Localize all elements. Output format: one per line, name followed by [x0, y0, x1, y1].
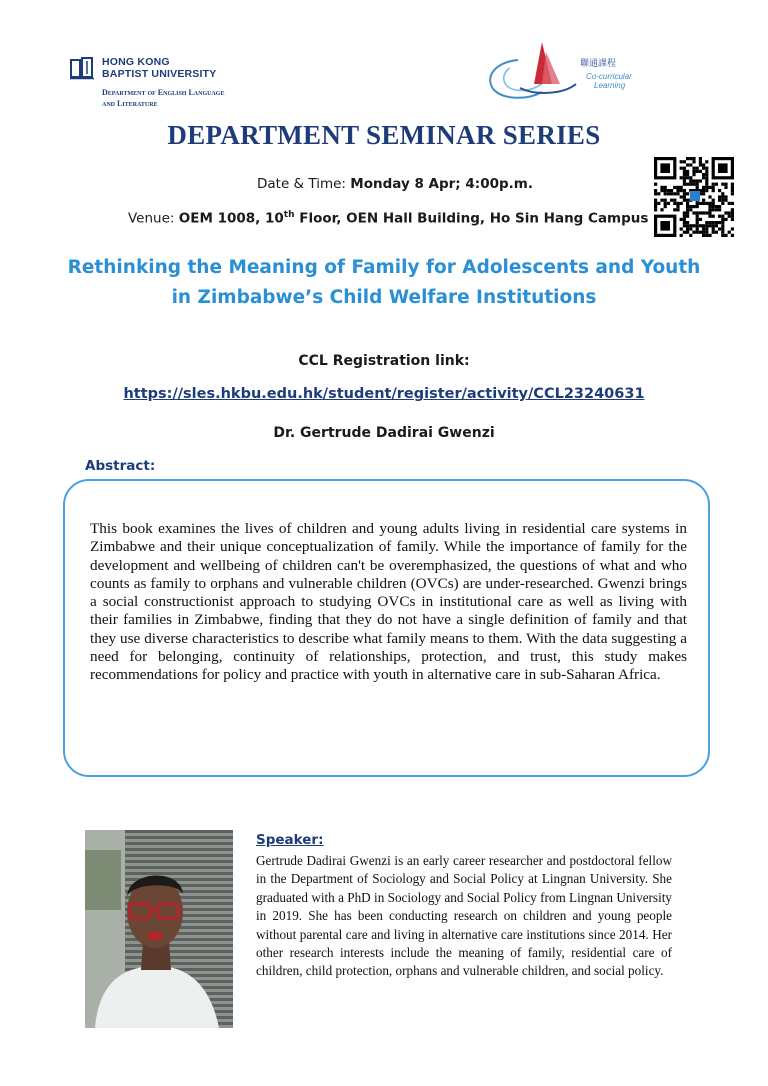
series-title: DEPARTMENT SEMINAR SERIES — [167, 120, 601, 150]
hkbu-name-line2: BAPTIST UNIVERSITY — [102, 68, 217, 80]
speaker-photo-image — [85, 830, 233, 1028]
venue-value-sup: th — [283, 210, 295, 220]
speaker-photo — [85, 830, 233, 1028]
talk-title: Rethinking the Meaning of Family for Adolescents and Youth in Zimbabwe’s Child Welfare Institutions — [67, 257, 701, 308]
hkbu-logo — [70, 50, 270, 120]
venue-line — [128, 210, 648, 227]
ccl-registration-label: CCL Registration link: — [298, 353, 470, 369]
ccl-registration-link[interactable]: https://sles.hkbu.edu.hk/student/register/activity/CCL23240631 — [123, 386, 645, 402]
datetime-line — [0, 176, 768, 192]
venue-label: Venue: — [128, 210, 179, 227]
speaker-label: Speaker: — [256, 832, 324, 848]
hkbu-dept-line1: Department of English Language — [102, 88, 225, 97]
hkbu-name-line1: HONG KONG — [102, 56, 170, 68]
ccl-english-line2: Learning — [594, 81, 626, 90]
datetime-label: Date & Time: — [257, 176, 351, 192]
ccl-english-line1: Co-curricular — [586, 72, 632, 81]
datetime-value: Monday 8 Apr; 4:00p.m. — [350, 176, 533, 192]
hkbu-department — [102, 87, 224, 109]
venue-value-post: Floor, OEN Hall Building, Ho Sin Hang Campus — [294, 210, 649, 227]
ccl-logo — [480, 38, 650, 108]
speaker-name: Dr. Gertrude Dadirai Gwenzi — [273, 425, 495, 441]
abstract-text: This book examines the lives of children and young adults living in residential care systems in Zimbabwe and their unique conceptualization of family. While the importance of family for the development and wellbeing of children can't be overemphasized, the questions of what and who counts as family to orphans and vulnerable children (OVCs) are under-researched. Gwenzi brings a social constructionist approach to studying OVCs in institutional care as well as living with their families in Zimbabwe, finding that they do not have a single definition of family and that they use diverse characteristics to describe what family means to them. With the data suggesting a need for belonging, continuity of relationships, protection, and trust, this study makes recommendations for policy and practice with youth in alternative care in sub-Saharan Africa. — [90, 520, 687, 684]
hkbu-name — [102, 56, 216, 80]
hkbu-crest-icon — [70, 56, 94, 80]
speaker-bio: Gertrude Dadirai Gwenzi is an early career researcher and postdoctoral fellow in the Department of Sociology and Social Policy at Lingnan University. She graduated with a PhD in Sociology and Social Policy from Lingnan University in 2019. She has been conducting research on children and young people without parental care and living in alternative care institutions since 2014. Her other research interests include the meaning of family, residential care of children, child protection, orphans and vulnerable children, and social policy. — [256, 853, 672, 979]
ccl-sail-icon — [480, 38, 580, 108]
abstract-label: Abstract: — [85, 458, 156, 474]
venue-value-pre: OEM 1008, 10 — [178, 210, 284, 227]
qr-code[interactable] — [654, 157, 736, 237]
hkbu-dept-line2: and Literature — [102, 99, 158, 108]
ccl-chinese-name: 聯通課程 — [580, 59, 617, 69]
